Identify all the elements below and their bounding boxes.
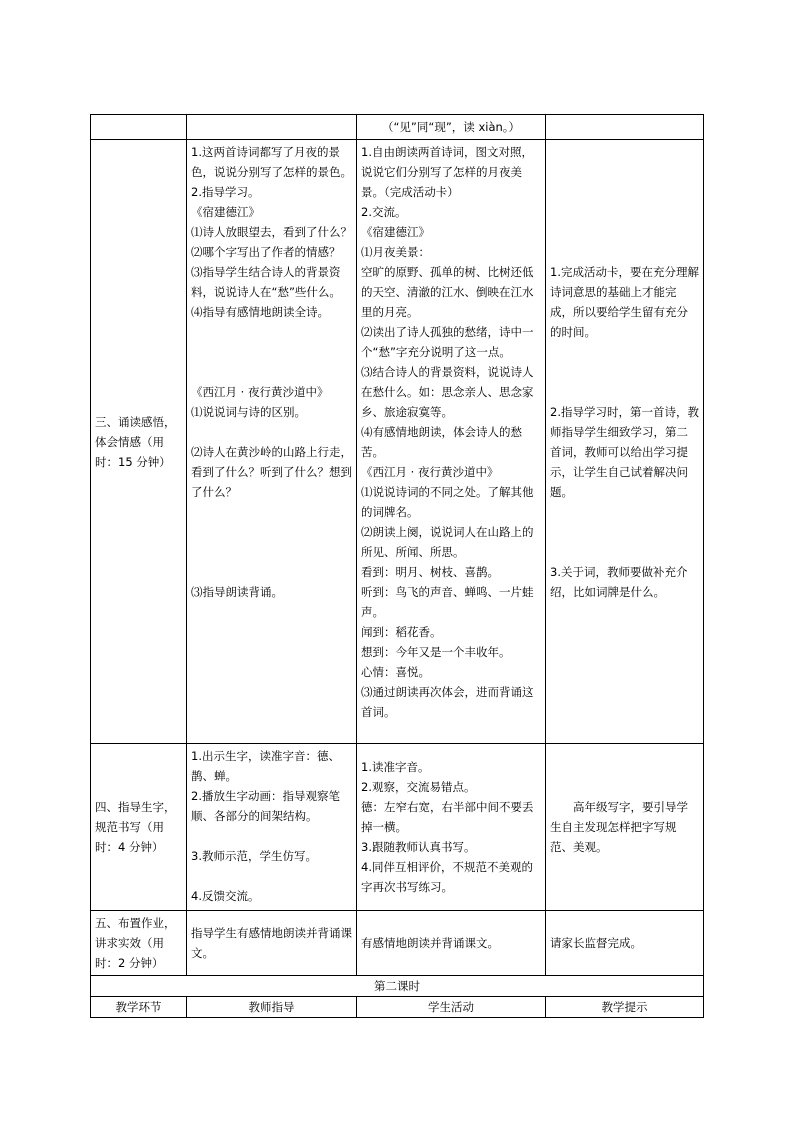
list-item: 2.观察，交流易错点。	[361, 780, 476, 794]
teacher-cell: 指导学生有感情地朗读并背诵课文。	[187, 911, 357, 976]
header-tips: 教学提示	[546, 997, 704, 1018]
table-row	[91, 911, 704, 976]
list-item: 2.指导学习时，第一首诗，教师指导学生细致学习，第二首词，教师可以给出学习提示，让学生自己试着解决问题。	[550, 405, 699, 499]
header-student: 学生活动	[357, 997, 546, 1018]
table-row	[91, 744, 704, 911]
list-item: 4.反馈交流。	[191, 889, 260, 903]
list-item: 3.关于词，教师要做补充介绍，比如词牌是什么。	[550, 565, 688, 599]
student-cell	[357, 140, 546, 744]
header-stage: 教学环节	[91, 997, 187, 1018]
list-item: 1.读准字音。	[361, 760, 430, 774]
list-item: 《宿建德江》	[361, 225, 430, 239]
list-item: 心情：喜悦。	[361, 665, 430, 679]
list-item: 2.指导学习。	[191, 185, 260, 199]
list-item: ⑵诗人在黄沙岭的山路上行走，看到了什么？听到了什么？想到了什么？	[191, 445, 352, 499]
list-item: ⑴诗人放眼望去，看到了什么？	[191, 225, 352, 239]
list-item: 3.跟随教师认真书写。	[361, 840, 476, 854]
section-title: 第二课时	[91, 976, 704, 997]
table-row	[91, 140, 704, 744]
list-item: 《西江月 · 夜行黄沙道中》	[361, 465, 499, 479]
list-item: 1.自由朗读两首诗词，图文对照，说说它们分别写了怎样的月夜美景。（完成活动卡）	[361, 145, 533, 199]
list-item: ⑷指导有感情地朗读全诗。	[191, 305, 329, 319]
pronunciation-note: （“见”同“现”，读 xiàn。）	[357, 115, 546, 140]
list-item: 《西江月 · 夜行黄沙道中》	[191, 385, 329, 399]
table-header-row	[91, 997, 704, 1018]
tips-cell	[546, 140, 704, 744]
list-item: ⑶指导学生结合诗人的背景资料，说说诗人在“愁”些什么。	[191, 265, 341, 299]
list-item: 2.交流。	[361, 205, 407, 219]
list-item: ⑴说说词与诗的区别。	[191, 405, 306, 419]
list-item: ⑵读出了诗人孤独的愁绪，诗中一个“愁”字充分说明了这一点。	[361, 325, 534, 359]
teacher-cell	[187, 744, 357, 911]
list-item: 1.这两首诗词都写了月夜的景色，说说分别写了怎样的景色。	[191, 145, 352, 179]
table-row	[91, 976, 704, 997]
stage-cell	[91, 115, 187, 140]
list-item: ⑷有感情地朗读，体会诗人的愁苦。	[361, 425, 522, 459]
list-item: ⑶通过朗读再次体会，进而背诵这首词。	[361, 685, 534, 719]
teacher-cell	[187, 140, 357, 744]
list-item: ⑵哪个字写出了作者的情感？	[191, 245, 341, 259]
list-item: 听到：鸟飞的声音、蝉鸣、一片蛙声。	[361, 585, 534, 619]
list-item: 1.完成活动卡，要在充分理解诗词意思的基础上才能完成，所以要给学生留有充分的时间。	[550, 265, 699, 339]
list-item: 德：左窄右宽，右半部中间不要丢掉一横。	[361, 800, 534, 834]
teacher-cell	[187, 115, 357, 140]
tips-cell	[546, 115, 704, 140]
tips-cell: 请家长监督完成。	[546, 911, 704, 976]
tips-cell: 高年级写字，要引导学生自主发现怎样把字写规范、美观。	[546, 744, 704, 911]
stage-cell: 三、诵读感悟，体会情感（用时：15 分钟）	[91, 140, 187, 744]
list-item: ⑵朗读上阕，说说词人在山路上的所见、所闻、所思。	[361, 525, 534, 559]
list-item: 闻到：稻花香。	[361, 625, 442, 639]
list-item: 4.同伴互相评价，不规范不美观的字再次书写练习。	[361, 860, 533, 894]
list-item: ⑴月夜美景：	[361, 245, 430, 259]
table-row	[91, 115, 704, 140]
student-cell	[357, 744, 546, 911]
lesson-plan-table	[90, 114, 704, 1018]
list-item: ⑴说说诗词的不同之处。了解其他的词牌名。	[361, 485, 534, 519]
list-item: 看到：明月、树枝、喜鹊。	[361, 565, 499, 579]
list-item: 1.出示生字，读准字音：德、鹊、蝉。	[191, 749, 340, 783]
list-item: 想到：今年又是一个丰收年。	[361, 645, 511, 659]
list-item: 3.教师示范，学生仿写。	[191, 849, 317, 863]
header-teacher: 教师指导	[187, 997, 357, 1018]
student-cell: 有感情地朗读并背诵课文。	[357, 911, 546, 976]
stage-cell: 五、布置作业，讲求实效（用时：2 分钟）	[91, 911, 187, 976]
list-item: ⑶结合诗人的背景资料，说说诗人在愁什么。如：思念亲人、思念家乡、旅途寂寞等。	[361, 365, 534, 419]
list-item: 《宿建德江》	[191, 205, 260, 219]
list-item: 空旷的原野、孤单的树、比树还低的天空、清澈的江水、倒映在江水里的月亮。	[361, 265, 534, 319]
list-item: ⑶指导朗读背诵。	[191, 585, 283, 599]
list-item: 2.播放生字动画：指导观察笔顺、各部分的间架结构。	[191, 789, 340, 823]
stage-cell: 四、指导生字，规范书写（用时：4 分钟）	[91, 744, 187, 911]
